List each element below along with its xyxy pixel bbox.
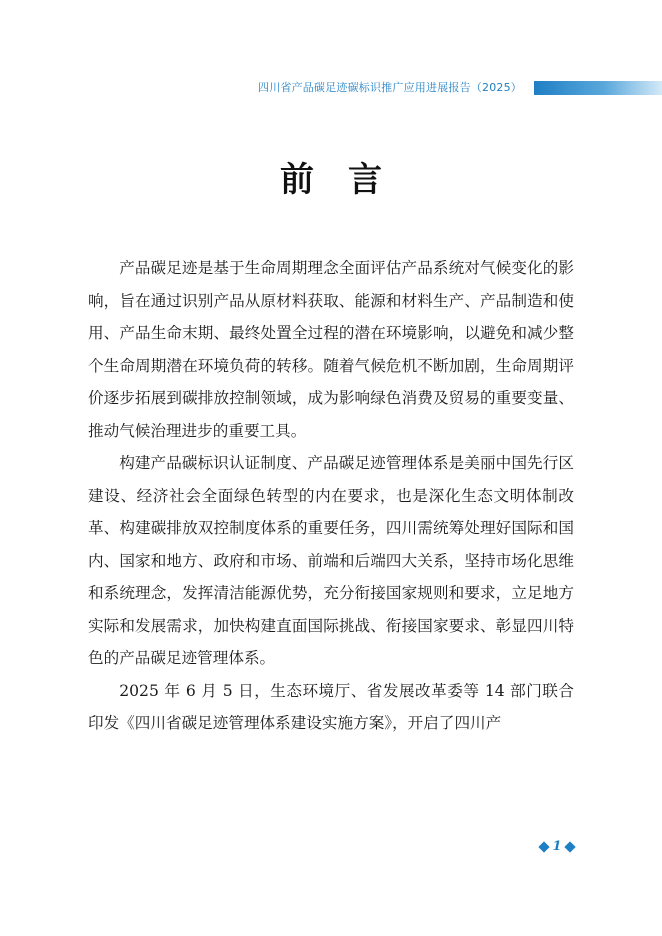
page-number-text: 1: [552, 839, 562, 854]
running-header: [0, 79, 662, 97]
page-title: 前言: [280, 160, 416, 200]
paragraph-1: 产品碳足迹是基于生命周期理念全面评估产品系统对气候变化的影响，旨在通过识别产品从原材料获取、能源和材料生产、产品制造和使用、产品生命末期、最终处置全过程的潜在环境影响，以避免和减少整个生命周期潜在环境负荷的转移。随着气候危机不断加剧，生命周期评价逐步拓展到碳排放控制领域，成为影响绿色消费及贸易的重要变量、推动气候治理进步的重要工具。: [88, 259, 574, 440]
diamond-right-icon: [564, 841, 575, 852]
running-header-decor-bar: [534, 81, 662, 95]
diamond-left-icon: [539, 841, 550, 852]
body-text: [88, 252, 574, 740]
page-number: [532, 838, 582, 856]
paragraph-3: 2025 年 6 月 5 日，生态环境厅、省发展改革委等 14 部门联合印发《四川省碳足迹管理体系建设实施方案》，开启了四川产: [88, 681, 574, 732]
paragraph-2: 构建产品碳标识认证制度、产品碳足迹管理体系是美丽中国先行区建设、经济社会全面绿色转型的内在要求，也是深化生态文明体制改革、构建碳排放双控制度体系的重要任务，四川需统筹处理好国际和国内、国家和地方、政府和市场、前端和后端四大关系，坚持市场化思维和系统理念，发挥清洁能源优势，充分衔接国家规则和要求，立足地方实际和发展需求，加快构建直面国际挑战、衔接国家要求、彰显四川特色的产品碳足迹管理体系。: [88, 454, 574, 667]
running-header-title: 四川省产品碳足迹碳标识推广应用进展报告（2025）: [258, 81, 522, 94]
